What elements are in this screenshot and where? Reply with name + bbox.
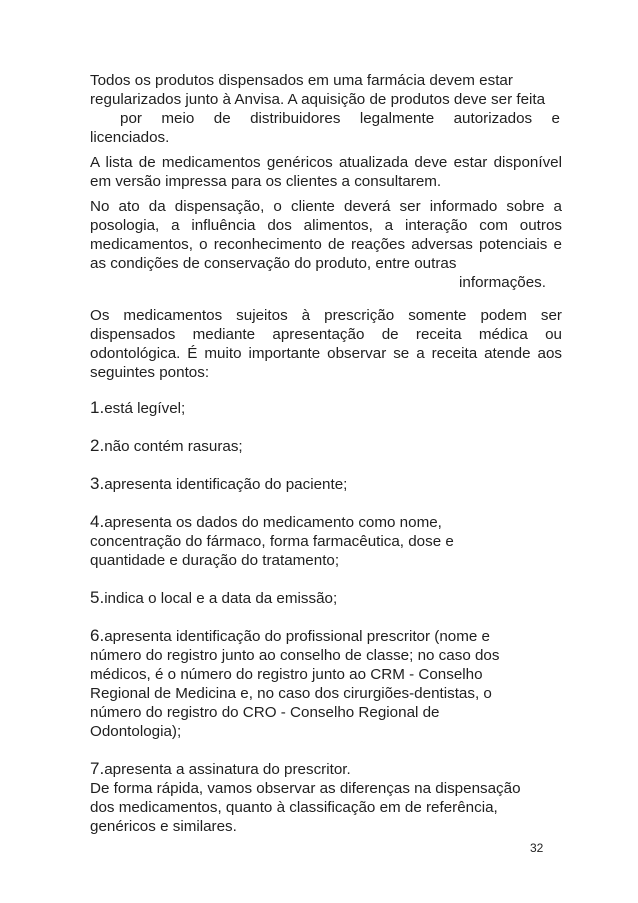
paragraph-dispensing-info-end: informações.	[459, 274, 546, 291]
paragraph-anvisa-line-2: regularizados junto à Anvisa. A aquisição de produtos deve ser feita	[90, 91, 546, 108]
paragraph-prescription: Os medicamentos sujeitos à prescrição somente podem ser dispensados mediante apresentação de receita médica ou odontológica. É muito importante observar se a receita atende aos seguintes pontos:	[90, 307, 562, 381]
list-item	[90, 759, 562, 779]
list-item	[90, 398, 562, 418]
list-item	[90, 626, 562, 741]
list-item-number: 5.	[90, 588, 105, 607]
list-item-number: 7.	[90, 759, 105, 778]
list-item-text: apresenta identificação do profissional prescritor (nome e número do registro junto ao conselho de classe; no caso dos médicos, é o número do registro junto ao CRM - Conselho Regional de Medicina e, no caso dos cirurgiões-dentistas, o número do registro do CRO - Conselho Regional de Odontologia);	[90, 628, 500, 740]
prescription-checklist	[90, 398, 562, 779]
paragraph-anvisa-line-4: licenciados.	[90, 129, 170, 146]
list-item	[90, 588, 562, 608]
list-item-number: 6.	[90, 626, 105, 645]
list-item-number: 2.	[90, 436, 105, 455]
list-item-text: apresenta a assinatura do prescritor.	[104, 761, 351, 778]
list-item-number: 4.	[90, 512, 105, 531]
list-item-text: apresenta os dados do medicamento como nome, concentração do fármaco, forma farmacêutica, dose e quantidade e duração do tratamento;	[90, 514, 454, 569]
paragraph-generic-list: A lista de medicamentos genéricos atualizada deve estar disponível em versão impressa para os clientes a consultarem.	[90, 154, 562, 190]
list-item-text: não contém rasuras;	[104, 438, 243, 455]
list-item-number: 3.	[90, 474, 105, 493]
page-number: 32	[530, 841, 544, 855]
paragraph-anvisa	[90, 71, 562, 147]
page-content	[90, 71, 562, 836]
list-item-number: 1.	[90, 398, 105, 417]
paragraph-closing: De forma rápida, vamos observar as diferenças na dispensação dos medicamentos, quanto à classificação em de referência, genéricos e similares.	[90, 780, 521, 835]
list-item	[90, 474, 562, 494]
paragraph-dispensing-info: No ato da dispensação, o cliente deverá ser informado sobre a posologia, a influência dos alimentos, a interação com outros medicamentos, o reconhecimento de reações adversas potenciais e as condições de conservação do produto, entre outras	[90, 198, 562, 272]
list-item-text: está legível;	[104, 400, 186, 417]
paragraph-anvisa-line-3: por meio de distribuidores legalmente autorizados e	[120, 110, 560, 127]
list-item	[90, 436, 562, 456]
paragraph-anvisa-line-1: Todos os produtos dispensados em uma farmácia devem estar	[90, 72, 513, 89]
list-item-text: apresenta identificação do paciente;	[104, 476, 348, 493]
list-item	[90, 512, 562, 570]
list-item-text: indica o local e a data da emissão;	[104, 590, 338, 607]
